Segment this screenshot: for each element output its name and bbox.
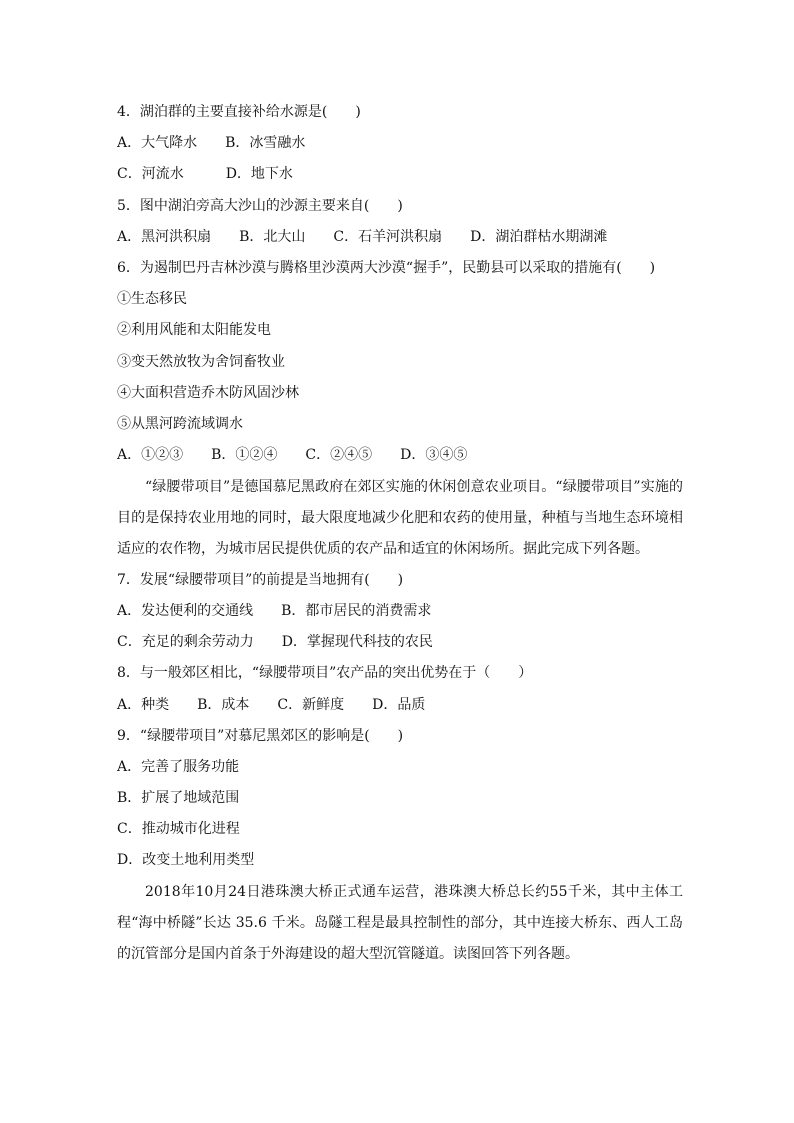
question-6-item-1: ①生态移民 bbox=[117, 291, 187, 307]
question-7-stem: 7．发展“绿腰带项目”的前提是当地拥有( ) bbox=[117, 572, 404, 588]
question-4-options-row-2: C．河流水 D．地下水 bbox=[117, 166, 293, 182]
question-4-options-row-1: A．大气降水 B．冰雪融水 bbox=[117, 135, 306, 151]
question-9-stem: 9．“绿腰带项目”对慕尼黑郊区的影响是( ) bbox=[117, 728, 404, 744]
question-6-item-5: ⑤从黑河跨流域调水 bbox=[117, 416, 243, 432]
question-6-stem: 6．为遏制巴丹吉林沙漠与腾格里沙漠两大沙漠“握手”，民勤县可以采取的措施有( ) bbox=[117, 260, 656, 276]
question-8-options: A．种类 B．成本 C．新鲜度 D．品质 bbox=[117, 697, 426, 713]
question-9-option-c: C．推动城市化进程 bbox=[117, 821, 240, 837]
question-7-options-row-2: C．充足的剩余劳动力 D．掌握现代科技的农民 bbox=[117, 634, 433, 650]
question-6-options: A．①②③ B．①②④ C．②④⑤ D．③④⑤ bbox=[117, 447, 468, 463]
question-9-option-a: A．完善了服务功能 bbox=[117, 759, 240, 775]
question-9-option-d: D．改变土地利用类型 bbox=[117, 852, 255, 868]
question-4-stem: 4．湖泊群的主要直接补给水源是( ) bbox=[117, 104, 361, 120]
question-9-option-b: B．扩展了地域范围 bbox=[117, 790, 240, 806]
passage-green-belt: “绿腰带项目”是德国慕尼黑政府在郊区实施的休闲创意农业项目。“绿腰带项目”实施的目的是保持农业用地的同时，最大限度地减少化肥和农药的使用量，种植与当地生态环境相适应的农作物，为城市居民提供优质的农产品和适宜的休闲场所。据此完成下列各题。 bbox=[117, 479, 683, 557]
question-6-item-4: ④大面积营造乔木防风固沙林 bbox=[117, 385, 299, 401]
question-6-item-2: ②利用风能和太阳能发电 bbox=[117, 322, 271, 338]
question-6-item-3: ③变天然放牧为舍饲畜牧业 bbox=[117, 354, 285, 370]
passage-hzmb-bridge: 2018年10月24日港珠澳大桥正式通车运营，港珠澳大桥总长约55千米，其中主体工程“海中桥隧”长达 35.6 千米。岛隧工程是最具控制性的部分，其中连接大桥东、西人工岛的沉管部分是国内首条于外海建设的超大型沉管隧道。读图回答下列各题。 bbox=[117, 884, 683, 962]
question-5-stem: 5．图中湖泊旁高大沙山的沙源主要来自( ) bbox=[117, 198, 403, 214]
question-8-stem: 8．与一般郊区相比，“绿腰带项目”农产品的突出优势在于（ ） bbox=[117, 665, 533, 681]
question-7-options-row-1: A．发达便利的交通线 B．都市居民的消费需求 bbox=[117, 603, 432, 619]
question-5-options: A．黑河洪积扇 B．北大山 C．石羊河洪积扇 D．湖泊群枯水期湖滩 bbox=[117, 229, 608, 245]
